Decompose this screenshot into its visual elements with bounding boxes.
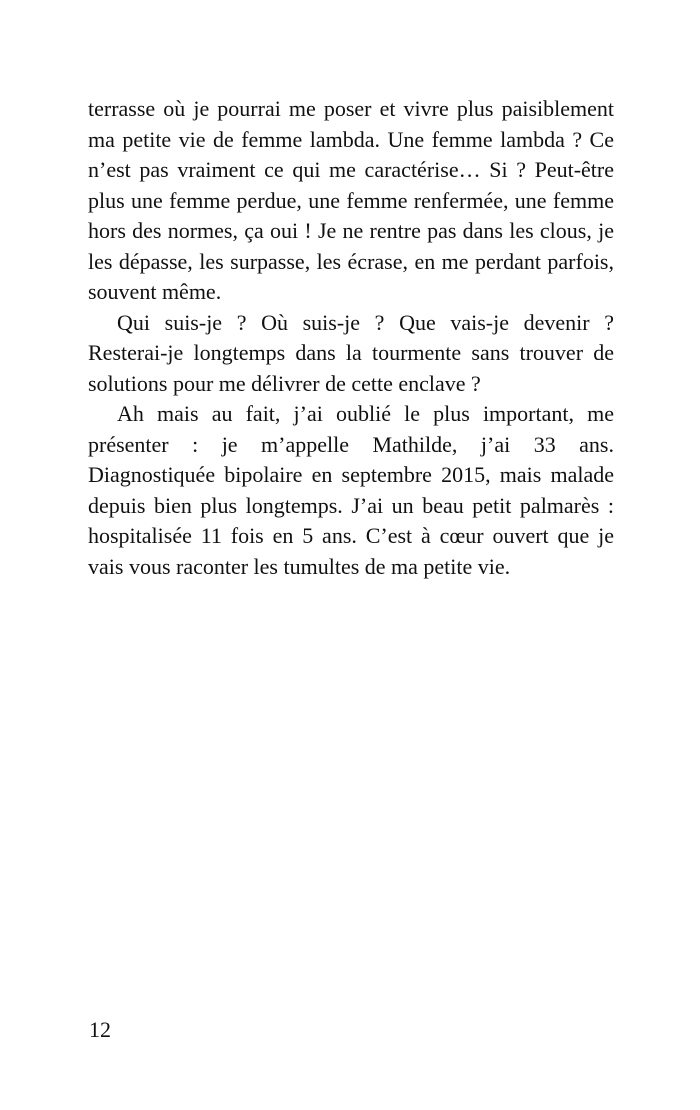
text-line: depuis bien plus longtemps. J’ai un beau petit palmarès : xyxy=(88,492,614,518)
paragraph xyxy=(88,399,614,582)
text-line: hors des normes, ça oui ! Je ne rentre pas dans les clous, je xyxy=(88,218,614,243)
paragraph xyxy=(88,94,614,308)
text-line: terrasse où je pourrai me poser et vivre plus paisiblement xyxy=(88,96,614,121)
text-line: Ah mais au fait, j’ai oublié le plus important, me xyxy=(117,401,614,426)
page-number: 12 xyxy=(89,1017,111,1042)
text-line: n’est pas vraiment ce qui me caractérise… Si ? Peut-être xyxy=(88,157,614,182)
text-line: présenter : je m’appelle Mathilde, j’ai 33 ans. xyxy=(88,431,614,457)
text-line: vais vous raconter les tumultes de ma petite vie. xyxy=(88,553,511,579)
text-line: les dépasse, les surpasse, les écrase, en me perdant parfois, xyxy=(88,248,614,274)
body-text xyxy=(88,94,614,582)
text-line: ma petite vie de femme lambda. Une femme lambda ? Ce xyxy=(88,126,614,152)
text-line: Qui suis-je ? Où suis-je ? Que vais-je devenir ? xyxy=(117,309,614,335)
text-line: Diagnostiquée bipolaire en septembre 2015, mais malade xyxy=(88,462,614,487)
text-line: souvent même. xyxy=(88,279,222,304)
text-line: hospitalisée 11 fois en 5 ans. C’est à cœur ouvert que je xyxy=(88,523,614,548)
text-line: Resterai-je longtemps dans la tourmente sans trouver de xyxy=(88,340,614,365)
paragraph xyxy=(88,308,614,400)
text-line: plus une femme perdue, une femme renfermée, une femme xyxy=(88,187,614,213)
text-line: solutions pour me délivrer de cette enclave ? xyxy=(88,370,481,396)
